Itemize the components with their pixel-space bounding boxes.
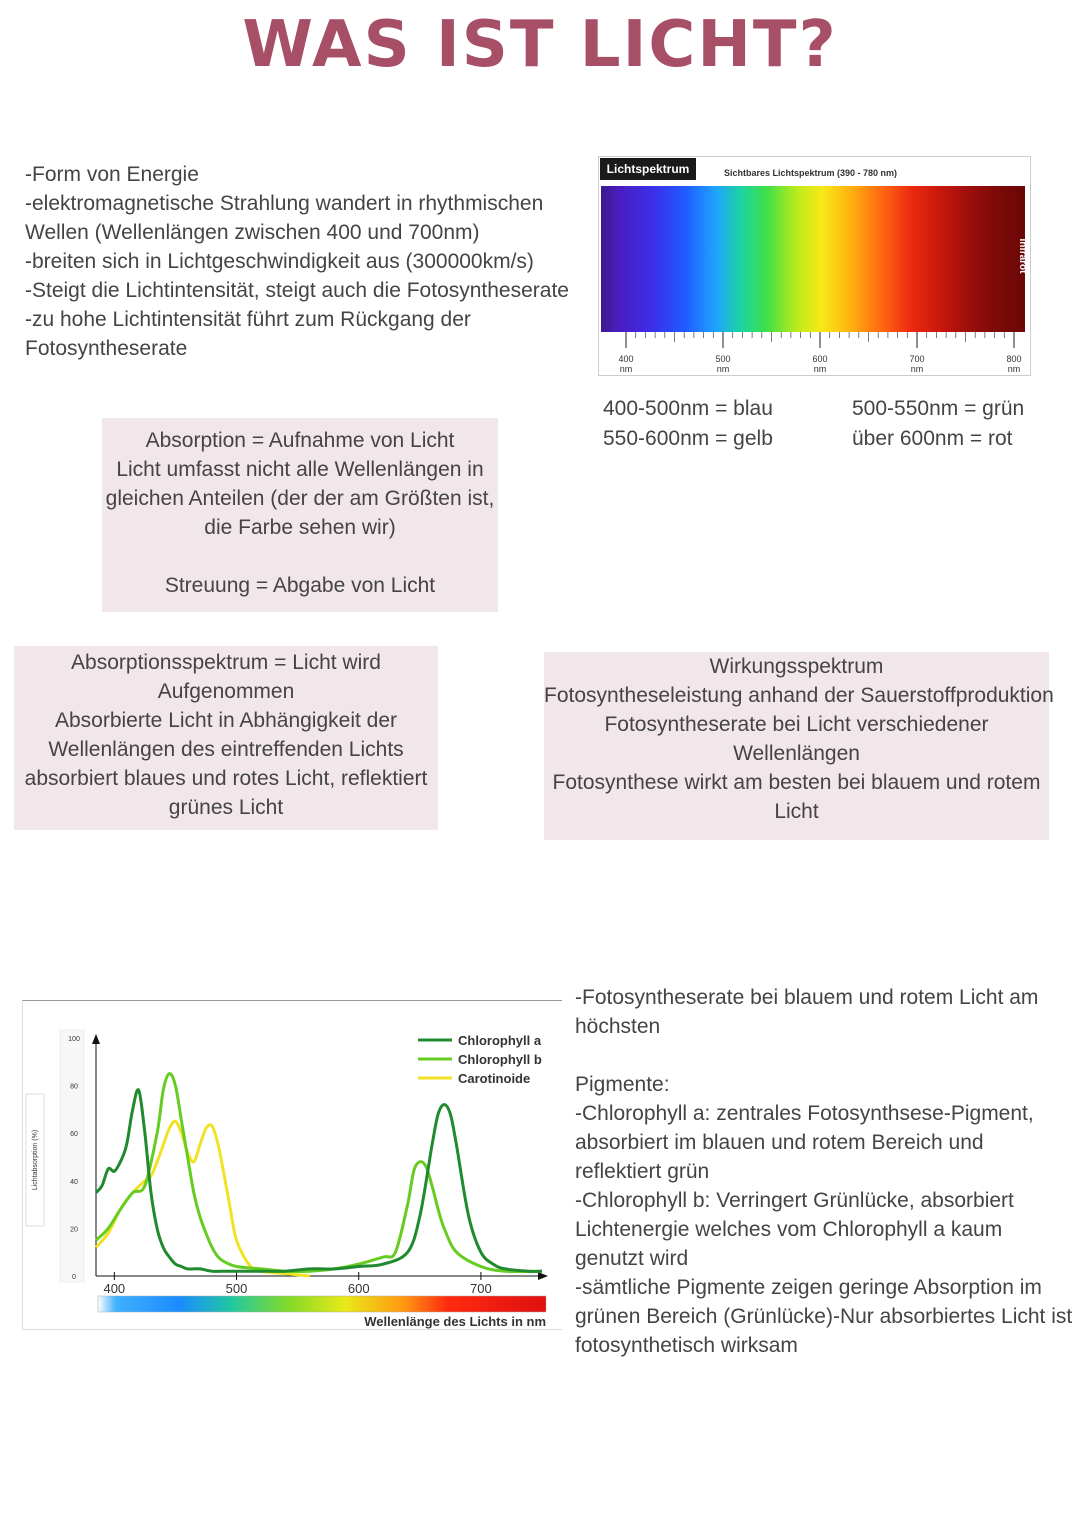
color-ranges-left — [603, 394, 773, 454]
pigment-line: -Fotosyntheserate bei blauem und rotem Licht am — [575, 986, 1039, 1009]
x-tick-label: 700 — [470, 1281, 492, 1296]
box-line: Wellenlängen — [733, 742, 860, 765]
spectrum-tick-scale — [601, 332, 1025, 354]
spectrum-subtitle: Sichtbares Lichtspektrum (390 - 780 nm) — [724, 168, 898, 178]
spectrum-label: Lichtspektrum — [600, 158, 696, 180]
color-range: 400-500nm = blau — [603, 397, 773, 420]
color-range: 500-550nm = grün — [852, 397, 1025, 420]
intro-line: -breiten sich in Lichtgeschwindigkeit aus (300000km/s) — [25, 250, 534, 273]
y-axis-arrow — [92, 1034, 100, 1044]
color-range: 550-600nm = gelb — [603, 427, 773, 450]
pigment-line — [575, 1041, 1072, 1070]
box-line: Fotosyntheseleistung anhand der Sauerstoffproduktion — [544, 684, 1054, 707]
box-line: gleichen Anteilen (der der am Größten ist, — [105, 487, 495, 510]
legend-label: Carotinoide — [458, 1071, 531, 1086]
x-tick-label: 500 — [225, 1281, 248, 1296]
pigment-line: -Chlorophyll b: Verringert Grünlücke, absorbiert — [575, 1189, 1014, 1212]
y-tick-column — [60, 1030, 84, 1282]
spectrum-tick-label: 600 nm — [812, 354, 828, 374]
y-tick-label: 20 — [70, 1226, 78, 1234]
box-line: Absorptionsspektrum = Licht wird — [71, 651, 381, 674]
intro-line: -Form von Energie — [25, 163, 199, 186]
x-tick-label: 600 — [347, 1281, 370, 1296]
box-line — [102, 542, 498, 571]
infrared-label: Infrarot — [1017, 238, 1028, 274]
y-axis-label: Lichtabsorption (%) — [32, 1129, 39, 1191]
pigment-line: grünen Bereich (Grünlücke)-Nur absorbiertes Licht ist — [575, 1305, 1073, 1328]
y-tick-label: 60 — [70, 1131, 78, 1139]
y-tick-label: 80 — [70, 1083, 78, 1091]
pigment-line: fotosynthetisch wirksam — [575, 1334, 798, 1357]
intro-line: -Steigt die Lichtintensität, steigt auch die Fotosyntheserate — [25, 279, 569, 302]
intro-line: Wellen (Wellenlängen zwischen 400 und 700nm) — [25, 221, 480, 244]
box-line: Licht — [774, 800, 819, 823]
pigment-line: Lichtenergie welches vom Chlorophyll a kaum — [575, 1218, 1003, 1241]
pigment-line: -sämtliche Pigmente zeigen geringe Absorption im — [575, 1276, 1042, 1299]
box-line: Streuung = Abgabe von Licht — [164, 574, 436, 597]
box-line: Absorption = Aufnahme von Licht — [145, 429, 455, 452]
absorptionsspektrum-box — [14, 646, 438, 830]
box-line: Wellenlängen des eintreffenden Lichts — [48, 738, 404, 761]
pigment-line: reflektiert grün — [575, 1160, 710, 1183]
spectrum-tick-label: 500 nm — [715, 354, 731, 374]
legend-label: Chlorophyll a — [458, 1033, 542, 1048]
box-line: grünes Licht — [168, 796, 284, 819]
intro-line: -zu hohe Lichtintensität führt zum Rückgang der — [25, 308, 471, 331]
pigment-line: genutzt wird — [575, 1247, 689, 1270]
box-line: absorbiert blaues und rotes Licht, reflektiert — [24, 767, 428, 790]
y-tick-label: 40 — [70, 1178, 78, 1186]
box-line: Aufgenommen — [157, 680, 295, 703]
series-line-chlorophyll-a — [96, 1090, 542, 1272]
spectrum-band — [601, 186, 1025, 332]
pigment-line: höchsten — [575, 1015, 661, 1038]
spectrum-tick-label: 400 nm — [618, 354, 634, 374]
intro-line: Fotosyntheserate — [25, 337, 188, 360]
y-tick-label: 0 — [72, 1274, 76, 1281]
box-line: Fotosyntheserate bei Licht verschiedener — [604, 713, 989, 736]
wavelength-color-bar — [98, 1296, 546, 1312]
box-line: Absorbierte Licht in Abhängigkeit der — [54, 709, 398, 732]
ultraviolet-label: Ultraviolett — [586, 232, 597, 285]
x-axis-label: Wellenlänge des Lichts in nm — [364, 1314, 546, 1329]
color-ranges-right — [852, 394, 1024, 454]
legend-label: Chlorophyll b — [458, 1052, 542, 1067]
box-line: die Farbe sehen wir) — [204, 516, 396, 539]
box-line: Licht umfasst nicht alle Wellenlängen in — [116, 458, 484, 481]
intro-text — [25, 160, 569, 363]
pigment-line: Pigmente: — [575, 1073, 670, 1096]
page-title: WAS IST LICHT? — [242, 8, 838, 82]
spectrum-tick-label: 800 nm — [1006, 354, 1022, 374]
pigment-line: -Chlorophyll a: zentrales Fotosynthsese-Pigment, — [575, 1102, 1034, 1125]
y-tick-label: 100 — [68, 1036, 80, 1043]
box-line: Fotosynthese wirkt am besten bei blauem und rotem — [552, 771, 1041, 794]
x-axis-arrow — [538, 1272, 548, 1280]
absorption-box — [102, 418, 498, 612]
absorption-chart — [22, 1000, 562, 1330]
spectrum-tick-label: 700 nm — [909, 354, 925, 374]
box-line: Wirkungsspektrum — [709, 655, 884, 678]
pigment-line: absorbiert im blauen und rotem Bereich und — [575, 1131, 984, 1154]
color-range: über 600nm = rot — [852, 427, 1013, 450]
pigment-text — [575, 983, 1072, 1360]
intro-line: -elektromagnetische Strahlung wandert in rhythmischen — [25, 192, 544, 215]
x-tick-label: 400 — [103, 1281, 126, 1296]
wirkungsspektrum-box — [544, 652, 1054, 840]
